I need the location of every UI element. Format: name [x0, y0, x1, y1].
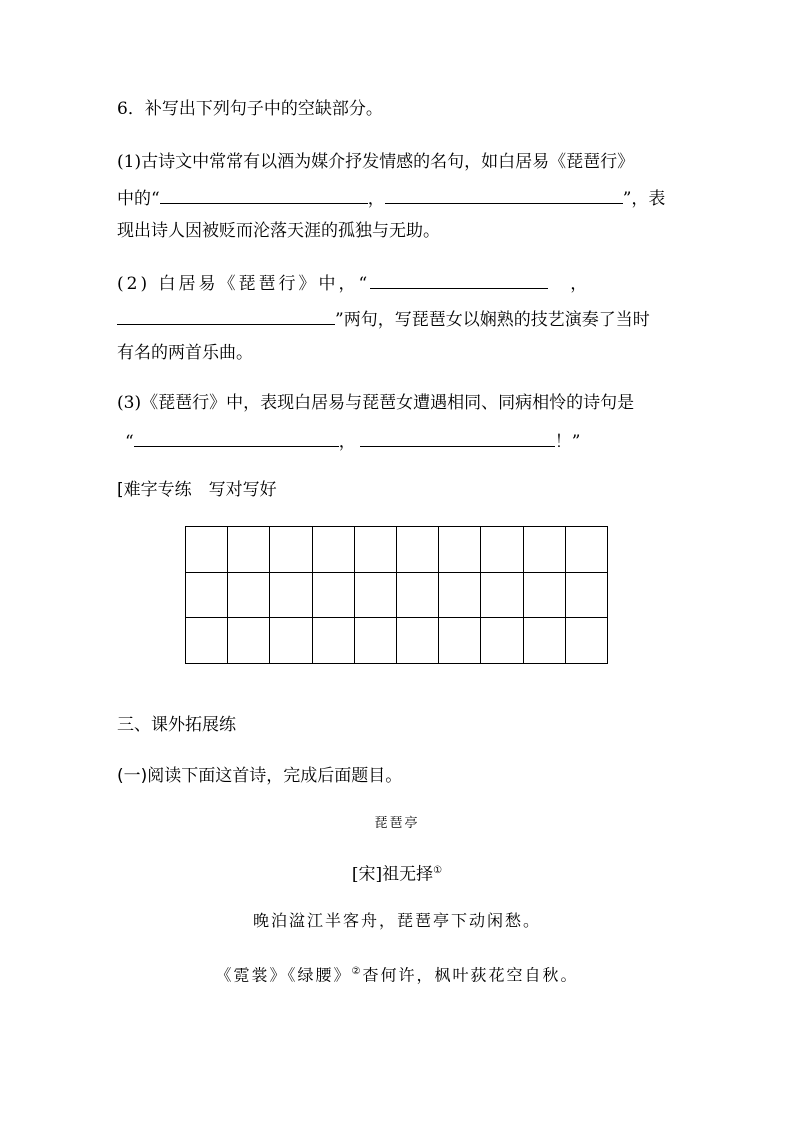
- grid-cell[interactable]: [524, 573, 566, 619]
- answer-blank[interactable]: [385, 185, 623, 204]
- poem-author-line: [0, 860, 794, 886]
- grid-cell[interactable]: [228, 618, 270, 664]
- grid-cell[interactable]: [355, 527, 397, 573]
- part-2-prefix: (2) 白居易《琵琶行》中，“: [117, 274, 371, 294]
- grid-cell[interactable]: [397, 527, 439, 573]
- grid-cell[interactable]: [439, 618, 481, 664]
- close-quote-text: ”，表: [622, 189, 666, 209]
- exclaim-quote-text: ！”: [554, 432, 581, 452]
- grid-cell[interactable]: [524, 527, 566, 573]
- grid-cell[interactable]: [313, 527, 355, 573]
- grid-cell[interactable]: [481, 527, 523, 573]
- grid-cell[interactable]: [186, 618, 228, 664]
- comma-text: ，: [367, 189, 385, 209]
- grid-cell[interactable]: [270, 618, 312, 664]
- part-1-line-2: [117, 185, 665, 210]
- question-6-title: 6．补写出下列句子中的空缺部分。: [117, 99, 383, 119]
- answer-blank[interactable]: [160, 185, 368, 204]
- answer-blank[interactable]: [134, 428, 339, 447]
- section-3-heading: 三、课外拓展练: [117, 715, 236, 735]
- grid-cell[interactable]: [270, 527, 312, 573]
- grid-cell[interactable]: [313, 573, 355, 619]
- part-2-line-3: 有名的两首乐曲。: [117, 343, 253, 363]
- grid-cell[interactable]: [313, 618, 355, 664]
- footnote-marker: ①: [433, 865, 443, 876]
- grid-cell[interactable]: [439, 527, 481, 573]
- section-3-instruction: (一)阅读下面这首诗，完成后面题目。: [117, 766, 403, 786]
- poem-line-2-suffix: 杳何许，枫叶荻花空自秋。: [362, 965, 579, 985]
- grid-cell[interactable]: [397, 618, 439, 664]
- open-quote-text: 中的“: [117, 189, 160, 209]
- poem-line-1: 晚泊湓江半客舟，琵琶亭下动闲愁。: [252, 911, 541, 930]
- part-3-line-2: [125, 428, 580, 453]
- grid-cell[interactable]: [228, 573, 270, 619]
- grid-cell[interactable]: [186, 573, 228, 619]
- grid-cell[interactable]: [186, 527, 228, 573]
- part-2-suffix: ”两句，写琵琶女以娴熟的技艺演奏了当时: [335, 310, 650, 330]
- comma-text: ，: [338, 432, 356, 452]
- grid-cell[interactable]: [397, 573, 439, 619]
- answer-blank[interactable]: [370, 270, 548, 289]
- part-1-line-3: 现出诗人因被贬而沦落天涯的孤独与无助。: [117, 221, 440, 241]
- grid-cell[interactable]: [439, 573, 481, 619]
- grid-cell[interactable]: [481, 573, 523, 619]
- part-1-line-1: (1)古诗文中常常有以酒为媒介抒发情感的名句，如白居易《琵琶行》: [117, 152, 635, 172]
- answer-blank[interactable]: [117, 306, 335, 325]
- footnote-marker: ②: [351, 966, 363, 977]
- grid-cell[interactable]: [566, 527, 608, 573]
- answer-blank[interactable]: [360, 428, 555, 447]
- grid-cell[interactable]: [566, 618, 608, 664]
- writing-grid: [185, 526, 608, 664]
- poem-title: 琵琶亭: [374, 816, 420, 831]
- open-quote-text: “: [125, 432, 134, 452]
- grid-cell[interactable]: [524, 618, 566, 664]
- poem-author: [宋]祖无择: [351, 864, 434, 885]
- part-2-line-2: [117, 306, 650, 331]
- grid-cell[interactable]: [481, 618, 523, 664]
- part-2-line-1: [117, 270, 587, 295]
- grid-cell[interactable]: [270, 573, 312, 619]
- poem-line-2-prefix: 《霓裳》《绿腰》: [215, 965, 352, 985]
- grid-cell[interactable]: [355, 573, 397, 619]
- grid-cell[interactable]: [355, 618, 397, 664]
- grid-cell[interactable]: [228, 527, 270, 573]
- part-3-line-1: (3)《琵琶行》中，表现白居易与琵琶女遭遇相同、同病相怜的诗句是: [117, 393, 635, 413]
- grid-cell[interactable]: [566, 573, 608, 619]
- practice-heading: [难字专练 写对写好: [117, 480, 277, 500]
- comma-text: ，: [570, 274, 588, 294]
- poem-line-2: [0, 961, 794, 986]
